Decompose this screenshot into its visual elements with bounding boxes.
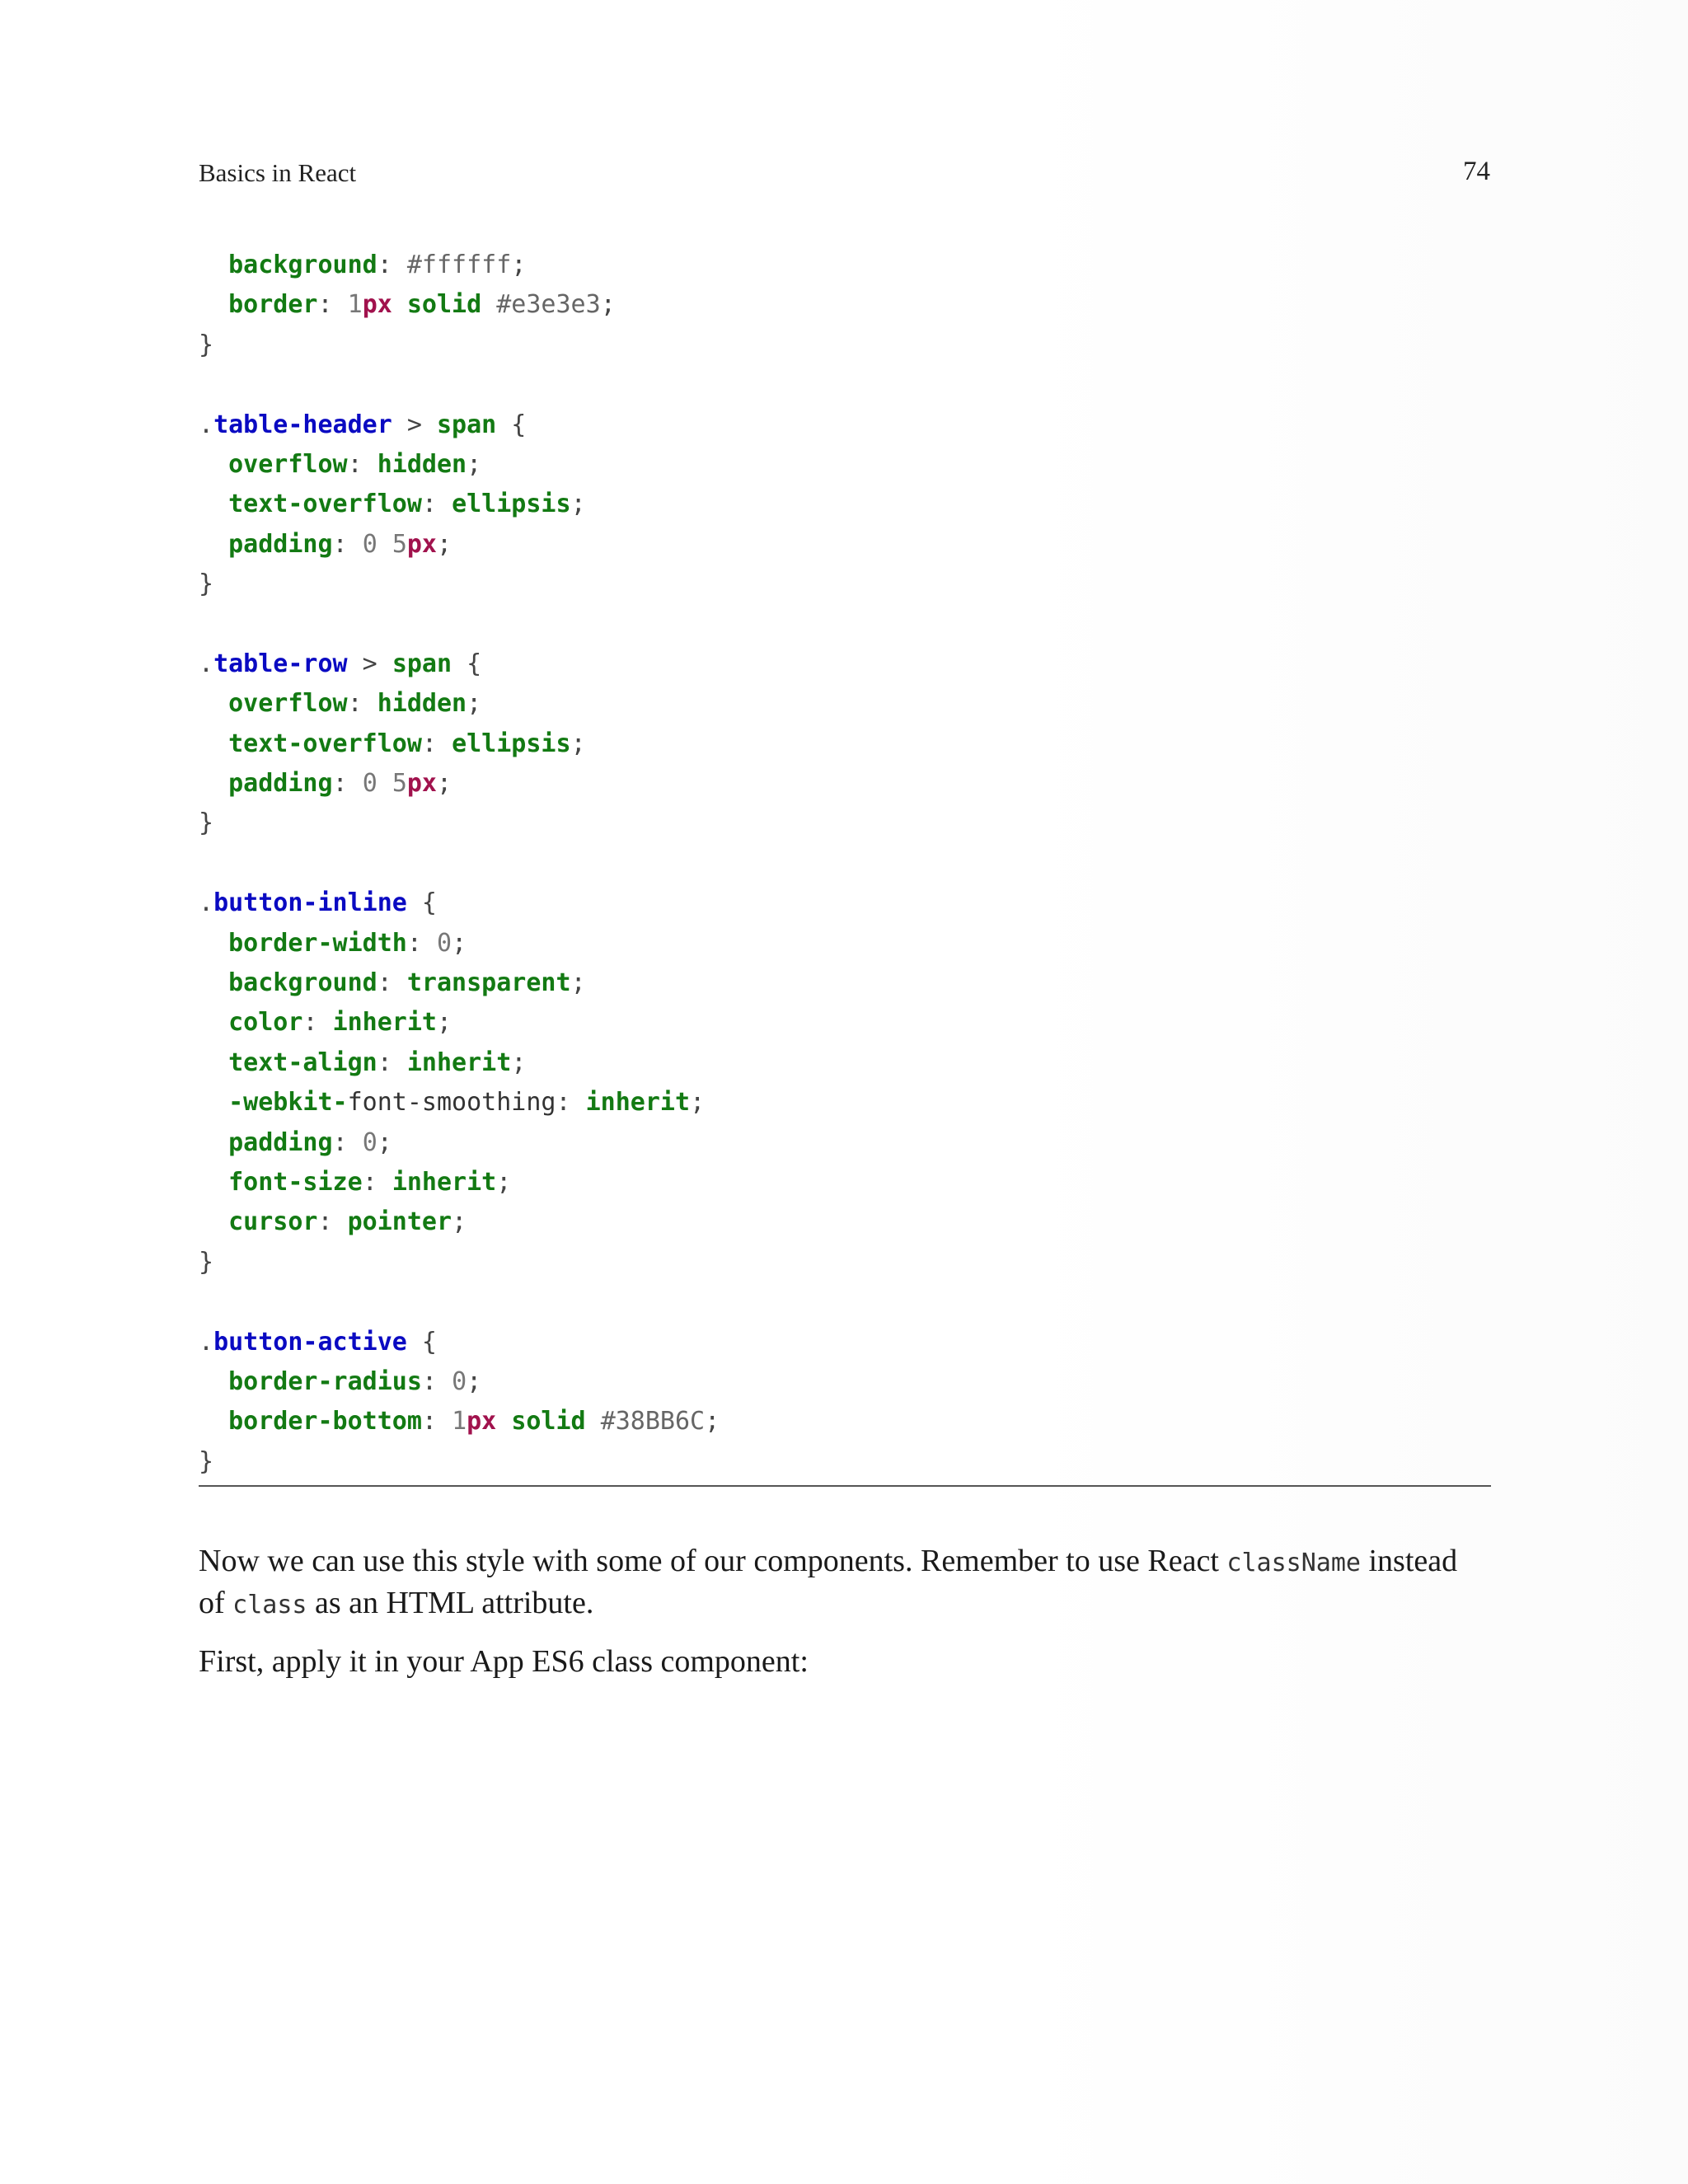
code-line xyxy=(199,844,1491,883)
code-token-punc: { xyxy=(406,888,437,918)
code-line xyxy=(199,565,1491,604)
code-token-punc: ; xyxy=(452,1207,467,1237)
code-token-prop: text-align xyxy=(228,1047,377,1077)
paragraph-text: instead of xyxy=(199,1544,1458,1620)
code-token-punc: : xyxy=(421,1407,452,1436)
code-token-prop: text-overflow xyxy=(228,490,422,519)
code-token-punc: . xyxy=(199,888,214,918)
code-token-kw: span xyxy=(437,410,497,439)
code-token-punc: ; xyxy=(511,251,527,279)
code-line xyxy=(199,1442,1491,1482)
code-token-punc: } xyxy=(199,330,214,359)
code-token-plain xyxy=(199,530,228,559)
code-token-hex: #38BB6C xyxy=(600,1407,706,1436)
code-token-punc: : xyxy=(362,1167,392,1197)
code-line xyxy=(199,1282,1491,1322)
code-token-kw: pointer xyxy=(347,1207,452,1237)
code-token-punc: : xyxy=(317,290,348,320)
code-token-punc: ; xyxy=(570,490,586,519)
code-line xyxy=(199,1243,1491,1282)
code-token-punc: ; xyxy=(467,689,482,719)
code-token-num: 0 xyxy=(452,1366,467,1396)
code-line xyxy=(199,1003,1491,1043)
code-token-punc: ; xyxy=(705,1407,720,1436)
code-token-num: 0 xyxy=(362,529,377,559)
code-token-plain xyxy=(199,1088,228,1117)
code-token-punc: : xyxy=(421,729,452,758)
code-token-prop: overflow xyxy=(228,449,348,479)
code-token-punc: : xyxy=(421,1366,452,1396)
code-listing-divider xyxy=(199,1485,1491,1487)
css-code-listing xyxy=(199,246,1491,1482)
code-token-plain xyxy=(199,689,228,718)
code-token-prop: padding xyxy=(228,529,333,559)
code-line xyxy=(199,644,1491,684)
code-token-kw: inherit xyxy=(406,1047,512,1077)
code-token-plain xyxy=(199,769,228,798)
code-line xyxy=(199,1362,1491,1402)
code-line xyxy=(199,525,1491,565)
code-token-punc: . xyxy=(199,410,214,439)
code-line xyxy=(199,485,1491,524)
code-token-punc: ; xyxy=(467,449,482,479)
code-token-sel: button-inline xyxy=(213,888,407,918)
code-line xyxy=(199,1123,1491,1163)
code-token-prop: font-size xyxy=(228,1167,363,1197)
code-token-plain xyxy=(199,929,228,958)
code-token-kw: ellipsis xyxy=(452,490,571,519)
code-token-plain xyxy=(392,290,407,319)
code-token-punc: : xyxy=(332,769,363,799)
code-token-punc: ; xyxy=(467,1366,482,1396)
body-paragraph: First, apply it in your App ES6 class component: xyxy=(199,1644,809,1679)
code-token-punc: } xyxy=(199,808,214,838)
code-line xyxy=(199,445,1491,485)
code-token-unit: px xyxy=(467,1407,497,1436)
code-token-hex: #ffffff xyxy=(406,251,512,279)
code-token-prop: overflow xyxy=(228,689,348,719)
code-token-prop: -webkit- xyxy=(228,1088,348,1118)
inline-code-class: class xyxy=(232,1591,307,1619)
code-token-plain xyxy=(199,490,228,518)
code-token-punc: ; xyxy=(437,769,452,799)
code-token-prop: background xyxy=(228,968,377,998)
code-token-punc: : xyxy=(377,1047,407,1077)
code-token-plain xyxy=(199,1367,228,1396)
code-token-plain xyxy=(199,1128,228,1157)
code-token-punc: ; xyxy=(496,1167,512,1197)
code-token-plain xyxy=(199,968,228,997)
code-token-punc: : xyxy=(302,1008,333,1038)
code-token-sel: table-header xyxy=(213,410,392,439)
code-token-prop: padding xyxy=(228,769,333,799)
code-line xyxy=(199,285,1491,325)
code-token-plain: font-smoothing xyxy=(347,1088,556,1118)
code-line xyxy=(199,405,1491,445)
code-token-punc: : xyxy=(377,251,407,279)
code-token-punc: . xyxy=(199,649,214,678)
code-line xyxy=(199,1402,1491,1441)
code-token-plain xyxy=(199,450,228,479)
code-token-unit: px xyxy=(406,529,437,559)
code-token-punc: } xyxy=(199,569,214,599)
code-token-punc: ; xyxy=(690,1088,706,1118)
code-line xyxy=(199,764,1491,804)
code-token-punc: ; xyxy=(377,1127,392,1157)
code-token-hex: #e3e3e3 xyxy=(496,290,601,320)
code-token-num: 1 xyxy=(347,290,363,320)
paragraph-text: Now we can use this style with some of our components. Remember to use React xyxy=(199,1544,1227,1578)
code-token-kw: transparent xyxy=(406,968,571,998)
code-token-punc: : xyxy=(317,1207,348,1237)
code-token-punc: ; xyxy=(437,1008,452,1038)
code-token-punc: > xyxy=(347,649,392,678)
code-token-punc: ; xyxy=(511,1047,527,1077)
code-line xyxy=(199,1323,1491,1362)
code-line xyxy=(199,883,1491,923)
code-token-punc: } xyxy=(199,1247,214,1277)
code-token-punc: : xyxy=(406,928,437,958)
code-token-punc: : xyxy=(556,1088,586,1118)
code-token-num: 0 xyxy=(362,1127,377,1157)
code-token-num: 5 xyxy=(392,529,407,559)
code-token-kw: inherit xyxy=(585,1088,691,1118)
code-token-num: 0 xyxy=(362,769,377,799)
code-token-prop: border-radius xyxy=(228,1366,422,1396)
code-token-plain xyxy=(199,1048,228,1077)
code-token-kw: hidden xyxy=(377,449,467,479)
code-token-prop: padding xyxy=(228,1127,333,1157)
code-token-punc: { xyxy=(406,1327,437,1357)
code-token-punc: ; xyxy=(570,968,586,998)
code-token-punc: ; xyxy=(570,729,586,758)
code-token-punc: : xyxy=(332,529,363,559)
code-line xyxy=(199,684,1491,724)
code-token-punc: . xyxy=(199,1327,214,1357)
code-token-num: 5 xyxy=(392,769,407,799)
code-token-plain xyxy=(199,1407,228,1436)
code-token-punc: : xyxy=(421,490,452,519)
code-token-punc: { xyxy=(452,649,482,678)
code-token-prop: text-overflow xyxy=(228,729,422,758)
code-line xyxy=(199,1202,1491,1242)
code-token-kw: hidden xyxy=(377,689,467,719)
code-token-kw: span xyxy=(392,649,452,678)
code-token-prop: border-bottom xyxy=(228,1407,422,1436)
code-token-plain xyxy=(496,1407,511,1436)
code-token-plain xyxy=(199,290,228,319)
code-line xyxy=(199,246,1491,285)
code-token-plain xyxy=(199,1008,228,1037)
paragraph-text: as an HTML attribute. xyxy=(307,1586,594,1620)
code-token-punc: : xyxy=(332,1127,363,1157)
code-token-sel: button-active xyxy=(213,1327,407,1357)
code-token-kw: solid xyxy=(511,1407,586,1436)
code-token-plain xyxy=(481,290,496,319)
code-token-punc: ; xyxy=(452,928,467,958)
code-token-sel: table-row xyxy=(213,649,348,678)
code-token-kw: solid xyxy=(406,290,482,320)
code-token-plain xyxy=(377,530,392,559)
code-token-kw: ellipsis xyxy=(452,729,571,758)
code-token-punc: : xyxy=(347,449,377,479)
code-token-unit: px xyxy=(362,290,392,320)
code-token-prop: border xyxy=(228,290,318,320)
code-token-punc: } xyxy=(199,1446,214,1476)
inline-code-classname: className xyxy=(1226,1549,1361,1577)
code-token-punc: : xyxy=(377,968,407,998)
code-token-num: 1 xyxy=(452,1407,467,1436)
code-token-punc: > xyxy=(392,410,437,439)
code-line xyxy=(199,326,1491,365)
code-token-prop: background xyxy=(228,251,377,279)
code-token-punc: : xyxy=(347,689,377,719)
code-token-punc: ; xyxy=(437,529,452,559)
code-token-plain xyxy=(199,251,228,279)
code-token-prop: color xyxy=(228,1008,303,1038)
code-line xyxy=(199,605,1491,644)
page-number: 74 xyxy=(1463,157,1490,186)
code-line xyxy=(199,963,1491,1003)
code-token-plain xyxy=(586,1407,601,1436)
code-token-punc: ; xyxy=(600,290,616,320)
running-head: Basics in React xyxy=(199,158,357,187)
code-token-prop: border-width xyxy=(228,928,407,958)
code-line xyxy=(199,924,1491,963)
code-token-num: 0 xyxy=(437,928,452,958)
code-line xyxy=(199,1043,1491,1083)
code-token-kw: inherit xyxy=(332,1008,437,1038)
code-token-plain xyxy=(377,769,392,798)
body-paragraph xyxy=(199,1541,1491,1625)
code-line xyxy=(199,365,1491,405)
code-token-plain xyxy=(199,729,228,758)
code-token-kw: inherit xyxy=(392,1167,497,1197)
code-token-plain xyxy=(199,1168,228,1197)
code-line xyxy=(199,724,1491,764)
code-token-unit: px xyxy=(406,769,437,799)
code-token-plain xyxy=(199,1207,228,1236)
code-line xyxy=(199,1163,1491,1202)
code-line xyxy=(199,804,1491,843)
code-line xyxy=(199,1083,1491,1122)
code-token-punc: { xyxy=(496,410,527,439)
code-token-prop: cursor xyxy=(228,1207,318,1237)
